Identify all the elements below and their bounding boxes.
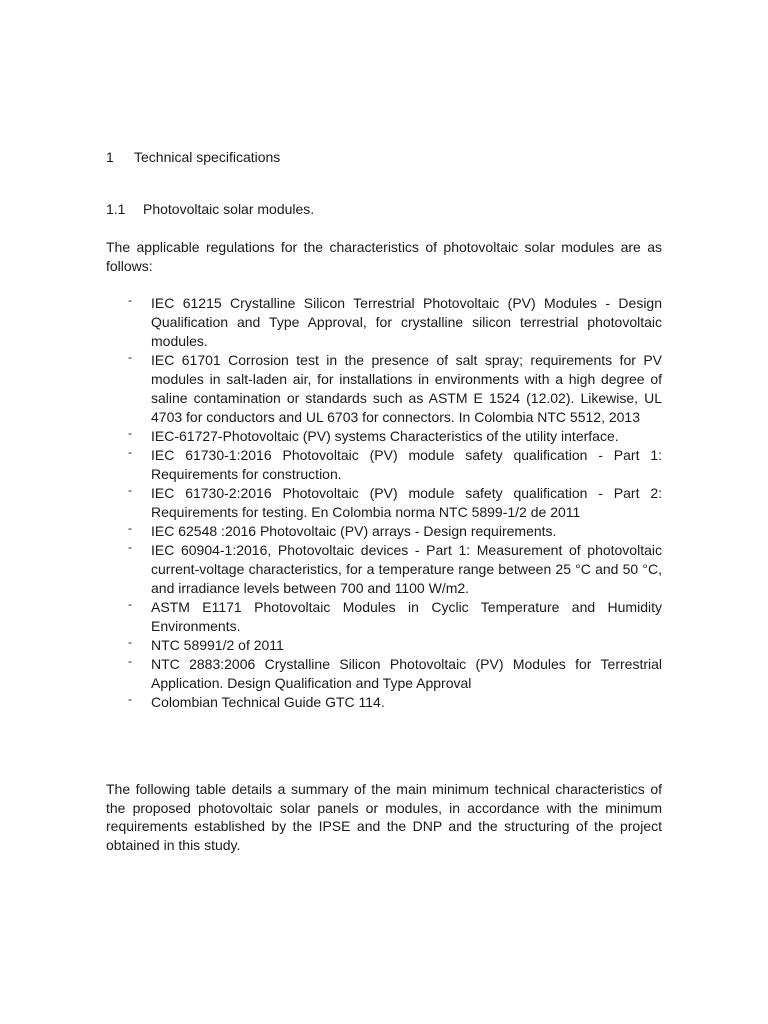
list-item-text: Colombian Technical Guide GTC 114. (151, 694, 385, 710)
bullet-marker: - (128, 635, 132, 649)
list-item (106, 693, 662, 712)
list-item-text: IEC 61730-2:2016 Photovoltaic (PV) module safety qualification - Part 2: Requirements for testing. En Colombia norma NTC 5899-1/2 de 2011 (151, 485, 662, 520)
bullet-marker: - (128, 597, 132, 611)
standards-list (106, 294, 662, 712)
section-number: 1 (106, 149, 114, 165)
bullet-marker: - (128, 692, 132, 706)
list-item (106, 351, 662, 427)
list-item-text: ASTM E1171 Photovoltaic Modules in Cyclic Temperature and Humidity Environments. (151, 599, 662, 634)
list-item (106, 522, 662, 541)
list-item (106, 427, 662, 446)
list-item (106, 541, 662, 598)
bullet-marker: - (128, 445, 132, 459)
bullet-marker: - (128, 654, 132, 668)
list-item-text: IEC 62548 :2016 Photovoltaic (PV) arrays - Design requirements. (151, 523, 557, 539)
intro-paragraph: The applicable regulations for the characteristics of photovoltaic solar modules are as follows: (106, 239, 662, 274)
section-title: Technical specifications (134, 149, 281, 165)
list-item-text: IEC 61701 Corrosion test in the presence of salt spray; requirements for PV modules in salt-laden air, for installations in environments with a high degree of saline contamination or standards such as ASTM E 1524 (12.02). Likewise, UL 4703 for conductors and UL 6703 for connectors. In Colombia NTC 5512, 2013 (151, 352, 662, 425)
list-item-text: IEC 61730-1:2016 Photovoltaic (PV) module safety qualification - Part 1: Requirements for construction. (151, 447, 662, 482)
list-item (106, 636, 662, 655)
list-item-text: IEC 61215 Crystalline Silicon Terrestrial Photovoltaic (PV) Modules - Design Qualification and Type Approval, for crystalline silicon terrestrial photovoltaic modules. (151, 295, 662, 349)
list-item (106, 294, 662, 351)
list-item-text: IEC-61727-Photovoltaic (PV) systems Characteristics of the utility interface. (151, 428, 619, 444)
subsection-number: 1.1 (106, 201, 126, 217)
bullet-marker: - (128, 426, 132, 440)
bullet-marker: - (128, 350, 132, 364)
list-item-text: NTC 58991/2 of 2011 (151, 637, 284, 653)
bullet-marker: - (128, 293, 132, 307)
list-item (106, 484, 662, 522)
bullet-marker: - (128, 540, 132, 554)
list-item-text: IEC 60904-1:2016, Photovoltaic devices - Part 1: Measurement of photovoltaic current-voltage characteristics, for a temperature range between 25 °C and 50 °C, and irradiance levels between 700 and 1100 W/m2. (151, 542, 662, 596)
list-item (106, 598, 662, 636)
section-heading (106, 148, 280, 166)
list-item-text: NTC 2883:2006 Crystalline Silicon Photovoltaic (PV) Modules for Terrestrial Application. Design Qualification and Type Approval (151, 656, 662, 691)
subsection-title: Photovoltaic solar modules. (143, 201, 315, 217)
subsection-heading (106, 200, 314, 218)
bullet-marker: - (128, 483, 132, 497)
list-item (106, 446, 662, 484)
bullet-marker: - (128, 521, 132, 535)
list-item (106, 655, 662, 693)
closing-paragraph: The following table details a summary of the main minimum technical characteristics of the proposed photovoltaic solar panels or modules, in accordance with the minimum requirements established by the IPSE and the DNP and the structuring of the project obtained in this study. (106, 781, 662, 853)
